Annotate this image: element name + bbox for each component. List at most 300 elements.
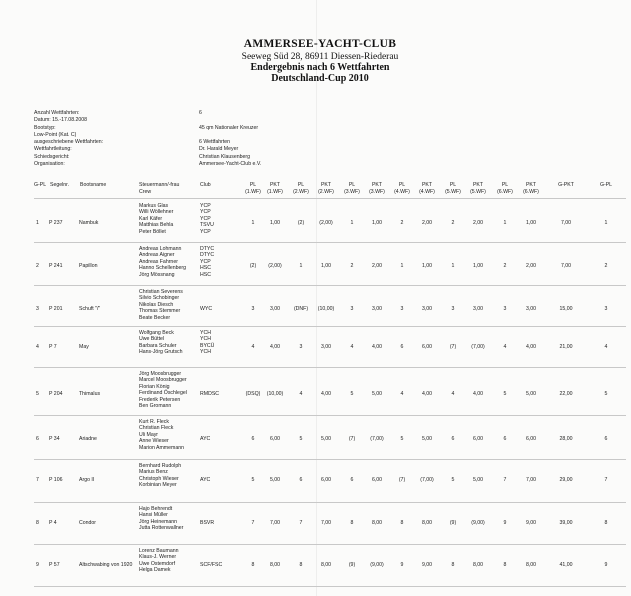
col-pkt-wf4 [415,182,439,195]
club-code: HSC [200,265,211,272]
row-pkt-wf5: 3,00 [472,306,484,312]
row-pl-wf1: 6 [251,436,255,442]
row-gpl: 4 [36,344,39,350]
crew-member: Christian Fleck [139,425,174,432]
row-pl-wf2: 6 [299,477,303,483]
row-gpl-end: 5 [604,391,608,397]
crew-member: Christoph Wieser [139,475,179,482]
col-pkt-wf3 [365,182,389,195]
crew-member: Silvio Schobinger [139,295,180,302]
crew-member: Ferdinand Öschlegel [139,390,187,397]
row-pl-wf4: 3 [400,306,404,312]
crew-member: Florian König [139,383,170,390]
row-gpl: 8 [36,520,39,526]
info-value [199,132,261,139]
crew-member: Helga Damek [139,567,171,574]
row-pl-wf1: 7 [251,520,255,526]
row-gpl: 7 [36,477,39,483]
row-pl-wf5: (9) [449,520,457,526]
crew-member: Uwe Ostemdorf [139,560,176,567]
crew-member: Christian Severens [139,289,183,295]
col-pkt-wf-label: (3.WF) [369,188,385,195]
row-pl-wf1: 8 [251,562,255,568]
club-code: SCF/FSC [200,562,223,568]
row-club [200,330,214,356]
crew-member: Jutta Rottenwallner [139,525,184,532]
row-pl-wf4: 9 [400,562,404,568]
crew-member: Marius Benz [139,469,168,476]
row-rule [34,242,626,243]
row-pl-wf5: 1 [451,263,455,269]
info-label: ausgeschriebene Wettfahrten: [34,139,104,146]
col-pl-label: PL [501,182,509,188]
row-pkt-wf1: (10,00) [266,391,284,397]
row-boat-name: Thimalus [79,391,101,397]
info-values [199,110,261,168]
row-sail-number: P 4 [49,520,57,526]
row-gpl-end: 7 [604,477,608,483]
club-code: YCH [200,349,211,356]
row-pl-wf6: 9 [503,520,507,526]
col-pl-wf6 [493,182,517,195]
row-boat-name: May [79,344,89,350]
row-crew [139,289,183,321]
row-gpl: 9 [36,562,39,568]
row-pl-wf2: 5 [299,436,303,442]
row-pl-wf1: 3 [251,306,255,312]
crew-member: Andreas Fahrner [139,258,178,265]
col-pl-wf-label: (4.WF) [394,188,410,195]
row-pkt-wf5: (7,00) [471,344,485,350]
crew-member: Lorenz Baumann [139,548,179,554]
col-pl-wf-label: (5.WF) [445,188,461,195]
col-segelnr: Segelnr. [50,182,70,188]
row-pkt-wf2: 3,00 [320,344,332,350]
club-code: YCH [200,330,211,336]
row-rule [34,586,626,587]
row-rule [34,544,626,545]
col-pkt-wf2 [314,182,338,195]
crew-member: Nikolas Diesch [139,301,174,308]
row-pkt-wf2: 7,00 [320,520,332,526]
row-gpkt: 7,00 [560,263,572,269]
crew-member: Marcel Moosbrugger [139,377,187,384]
row-sail-number: P 57 [49,562,60,568]
row-pkt-wf3: 2,00 [371,263,383,269]
row-pl-wf5: (7) [449,344,457,350]
row-pkt-wf6: 2,00 [525,263,537,269]
row-pl-wf3: 5 [350,391,354,397]
row-pl-wf3: 8 [350,520,354,526]
row-pkt-wf3: 8,00 [371,520,383,526]
row-gpl: 5 [36,391,39,397]
row-pkt-wf3: (7,00) [370,436,384,442]
row-pl-wf3: 3 [350,306,354,312]
row-pl-wf2: 3 [299,344,303,350]
row-boat-name: Condor [79,520,97,526]
row-boat-name: Papillon [79,263,98,269]
row-rule [34,415,626,416]
col-gpkt: G-PKT [558,182,574,188]
row-club [200,477,210,483]
crew-member: Thomas Stemmer [139,308,181,315]
row-pkt-wf4: 5,00 [421,436,433,442]
row-pkt-wf4: 2,00 [421,220,433,226]
row-pkt-wf2: 5,00 [320,436,332,442]
row-pl-wf5: 5 [451,477,455,483]
row-crew [139,246,186,278]
row-pl-wf6: 1 [503,220,507,226]
col-pkt-label: PKT [269,182,281,188]
col-pl-label: PL [449,182,457,188]
col-pl-wf4 [390,182,414,195]
row-crew [139,463,181,489]
row-gpl-end: 3 [604,306,608,312]
row-gpl: 1 [36,220,39,226]
col-pkt-wf-label: (6.WF) [523,188,539,195]
row-pkt-wf1: 7,00 [269,520,281,526]
row-pl-wf3: 6 [350,477,354,483]
row-pkt-wf2: 6,00 [320,477,332,483]
row-pl-wf3: (7) [348,436,356,442]
row-pkt-wf6: 6,00 [525,436,537,442]
club-code: HSC [200,271,211,278]
info-label: Datum: 15.-17.08.2008 [34,117,88,124]
row-pl-wf5: 3 [451,306,455,312]
col-pkt-wf-label: (1.WF) [267,188,283,195]
row-pl-wf4: (7) [398,477,406,483]
row-boat-name: Nambuk [79,220,99,226]
row-pl-wf3: 4 [350,344,354,350]
crew-member: Willi Wöllehner [139,209,174,216]
row-gpl-end: 6 [604,436,608,442]
club-code: YCP [200,215,211,222]
col-pl-wf-label: (1.WF) [245,188,261,195]
crew-member: Bernhard Rudolph [139,463,182,469]
row-pkt-wf6: 5,00 [525,391,537,397]
row-crew [139,203,173,235]
row-pl-wf6: 2 [503,263,507,269]
row-pkt-wf4: 6,00 [421,344,433,350]
col-pl-wf5 [441,182,465,195]
row-gpkt: 15,00 [559,306,573,312]
crew-member: Beate Becker [139,314,171,321]
club-code: DTYC [200,246,215,252]
club-code: TSVU [200,222,214,229]
col-crew: Steuermann/-frau Crew [139,182,180,195]
row-pl-wf6: 7 [503,477,507,483]
info-label: Low-Point (Kat. C) [34,131,77,138]
col-pl-label: PL [249,182,257,188]
row-pl-wf2: 8 [299,562,303,568]
info-value [199,117,261,124]
row-pkt-wf6: 8,00 [525,562,537,568]
row-crew [139,419,184,451]
col-pkt-label: PKT [371,182,383,188]
row-pl-wf1: (2) [249,263,257,269]
club-code: DTYC [200,252,215,259]
row-club [200,436,210,442]
club-code: YCP [200,203,211,209]
col-pl-wf-label: (6.WF) [497,188,513,195]
row-rule [34,502,626,503]
row-club [200,306,212,312]
row-pkt-wf4: 1,00 [421,263,433,269]
row-pl-wf4: 1 [400,263,404,269]
crew-member: Korbinian Meyer [139,482,177,489]
row-pkt-wf6: 9,00 [525,520,537,526]
row-pkt-wf3: 1,00 [371,220,383,226]
row-pl-wf3: (9) [348,562,356,568]
crew-member: Ben Gromann [139,403,172,410]
row-pl-wf6: 3 [503,306,507,312]
club-code: YCP [200,228,211,235]
row-gpkt: 21,00 [559,344,573,350]
row-pl-wf2: 1 [299,263,303,269]
col-pkt-wf6 [519,182,543,195]
crew-member: Matthias Behla [139,222,174,229]
info-label: Bootstyp: [34,124,56,131]
col-pl-wf1 [241,182,265,195]
club-code: RMDSC [200,391,220,397]
row-rule [34,326,626,327]
crew-member: Markus Glas [139,203,169,209]
row-pkt-wf3: (9,00) [370,562,384,568]
row-pkt-wf4: 9,00 [421,562,433,568]
row-club [200,520,214,526]
col-pkt-wf5 [466,182,490,195]
row-pkt-wf3: 6,00 [371,477,383,483]
club-code: WYC [200,306,213,312]
col-pkt-wf-label: (4.WF) [419,188,435,195]
col-gpl-end: G-PL [599,182,613,188]
row-pkt-wf5: 4,00 [472,391,484,397]
row-boat-name: Altschwabing von 1920 [79,562,133,568]
club-code: BSVR [200,520,215,526]
crew-member: Marion Ammemann [139,444,184,451]
row-pkt-wf2: (10,00) [317,306,335,312]
row-pl-wf5: 2 [451,220,455,226]
row-pl-wf6: 5 [503,391,507,397]
info-value: 45 qm Nationaler Kreuzer [199,124,259,131]
row-pkt-wf5: 2,00 [472,220,484,226]
crew-member: Hanno Schellenberg [139,265,187,272]
info-label: Anzahl Wettfahrten: [34,110,80,116]
row-pl-wf4: 8 [400,520,404,526]
col-pkt-label: PKT [320,182,332,188]
crew-member: Hans-Jörg Grutsch [139,349,183,356]
crew-member: Frederik Petersen [139,396,181,403]
info-value: Christian Klausenberg [199,153,251,160]
row-pl-wf5: 4 [451,391,455,397]
header-rule [34,198,626,199]
row-pkt-wf1: 1,00 [269,220,281,226]
row-gpkt: 29,00 [559,477,573,483]
row-crew [139,506,183,532]
row-gpkt: 22,00 [559,391,573,397]
col-pkt-label: PKT [472,182,484,188]
row-gpkt: 39,00 [559,520,573,526]
row-pl-wf2: (DNF) [293,306,309,312]
row-sail-number: P 204 [49,391,63,397]
club-code: BYCÜ [200,342,215,349]
row-gpl: 2 [36,263,39,269]
row-pkt-wf1: 5,00 [269,477,281,483]
col-bootsname: Bootsname [80,182,107,188]
row-crew [139,548,179,574]
info-label: Wettfahrtleitung: [34,146,72,153]
row-pl-wf2: 7 [299,520,303,526]
row-rule [34,367,626,368]
info-value: 6 Wettfahrten [199,139,231,146]
row-pkt-wf3: 3,00 [371,306,383,312]
row-boat-name: Schuft "/" [79,306,101,312]
club-name: AMMERSEE-YACHT-CLUB [243,38,397,50]
row-rule [34,285,626,286]
row-pkt-wf5: (9,00) [471,520,485,526]
club-code: YCP [200,258,211,265]
row-crew [139,371,187,409]
col-pl-wf3 [340,182,364,195]
club-code: YCP [200,209,211,216]
col-club: Club [200,182,211,188]
info-labels [34,110,103,168]
row-gpl-end: 9 [604,562,608,568]
row-gpkt: 41,00 [559,562,573,568]
crew-member: Andreas Aigner [139,252,175,259]
row-pl-wf3: 2 [350,263,354,269]
row-club [200,246,214,278]
row-sail-number: P 7 [49,344,57,350]
row-pkt-wf2: 4,00 [320,391,332,397]
row-pl-wf4: 6 [400,344,404,350]
row-pl-wf5: 6 [451,436,455,442]
crew-member: Klaus-J. Werner [139,554,177,561]
row-boat-name: Ariadne [79,436,97,442]
info-label: Schiedsgericht: [34,153,70,160]
crew-member: Jörg Mössnang [139,271,175,278]
row-boat-name: Argo II [79,477,95,483]
row-sail-number: P 201 [49,306,63,312]
info-label: Organisation: [34,161,65,168]
row-rule [34,459,626,460]
crew-member: Jörg Moosbrugger [139,371,182,377]
row-pl-wf4: 4 [400,391,404,397]
crew-member: Anne Wieser [139,438,169,445]
row-pkt-wf4: (7,00) [420,477,434,483]
col-pl-label: PL [398,182,406,188]
crew-member: Peter Böllet [139,228,166,235]
club-address: Seeweg Süd 28, 86911 Diessen-Riederau [241,52,399,62]
crew-member: Karl Käfer [139,215,163,222]
row-pkt-wf5: 6,00 [472,436,484,442]
row-pl-wf2: 4 [299,391,303,397]
row-pkt-wf4: 8,00 [421,520,433,526]
crew-member: Hajo Behrendt [139,506,173,512]
row-crew [139,330,183,356]
info-value: Dr. Harald Meyer [199,146,239,153]
row-pl-wf4: 2 [400,220,404,226]
row-sail-number: P 237 [49,220,63,226]
row-sail-number: P 241 [49,263,63,269]
row-pkt-wf5: 8,00 [472,562,484,568]
row-pkt-wf4: 3,00 [421,306,433,312]
col-pkt-wf-label: (2.WF) [318,188,334,195]
row-gpkt: 28,00 [559,436,573,442]
row-pl-wf1: 5 [251,477,255,483]
row-club [200,562,222,568]
info-value: 6 [199,110,202,116]
row-pkt-wf5: 5,00 [472,477,484,483]
row-gpl-end: 2 [604,263,608,269]
row-pkt-wf2: 1,00 [320,263,332,269]
row-pkt-wf6: 4,00 [525,344,537,350]
row-club [200,391,219,397]
row-gpkt: 7,00 [560,220,572,226]
row-pkt-wf1: 6,00 [269,436,281,442]
col-pkt-wf1 [263,182,287,195]
row-pl-wf1: (DSQ) [245,391,261,397]
crew-member: Barbara Schuler [139,342,177,349]
crew-member: Hansi Müller [139,512,168,519]
row-gpl-end: 1 [604,220,608,226]
row-gpl: 6 [36,436,39,442]
row-pl-wf6: 6 [503,436,507,442]
col-pl-wf-label: (3.WF) [344,188,360,195]
crew-member: Wolfgang Beck [139,330,174,336]
row-pkt-wf5: 1,00 [472,263,484,269]
row-pl-wf3: 1 [350,220,354,226]
row-pkt-wf3: 4,00 [371,344,383,350]
row-pl-wf2: (2) [297,220,305,226]
col-pkt-label: PKT [421,182,433,188]
col-pl-wf2 [289,182,313,195]
col-pkt-wf-label: (5.WF) [470,188,486,195]
row-club [200,203,214,235]
info-value: Ammersee-Yacht-Club e.V. [199,161,262,168]
club-code: AYC [200,477,211,483]
row-pl-wf4: 5 [400,436,404,442]
row-pkt-wf1: 4,00 [269,344,281,350]
crew-member: Kurt R. Fleck [139,419,169,425]
row-gpl: 3 [36,306,39,312]
col-pl-label: PL [348,182,356,188]
row-pkt-wf1: 8,00 [269,562,281,568]
row-pl-wf5: 8 [451,562,455,568]
document-title: Endergebnis nach 6 Wettfahrten [250,62,390,73]
col-pl-wf-label: (2.WF) [293,188,309,195]
row-pl-wf1: 4 [251,344,255,350]
event-name: Deutschland-Cup 2010 [271,73,369,84]
row-pkt-wf3: 5,00 [371,391,383,397]
row-pkt-wf4: 4,00 [421,391,433,397]
row-pkt-wf2: (2,00) [319,220,333,226]
crew-member: Jörg Heinemann [139,518,178,525]
row-pkt-wf6: 1,00 [525,220,537,226]
col-pkt-label: PKT [525,182,537,188]
paper-fold [316,0,317,596]
row-sail-number: P 106 [49,477,63,483]
club-code: YCH [200,336,211,343]
row-pl-wf6: 8 [503,562,507,568]
row-pl-wf6: 4 [503,344,507,350]
row-gpl-end: 8 [604,520,608,526]
crew-member: Uwe Büttel [139,336,165,343]
row-pkt-wf1: 3,00 [269,306,281,312]
row-pkt-wf1: (2,00) [268,263,282,269]
col-gpl: G-PL [34,182,47,188]
row-pkt-wf2: 8,00 [320,562,332,568]
